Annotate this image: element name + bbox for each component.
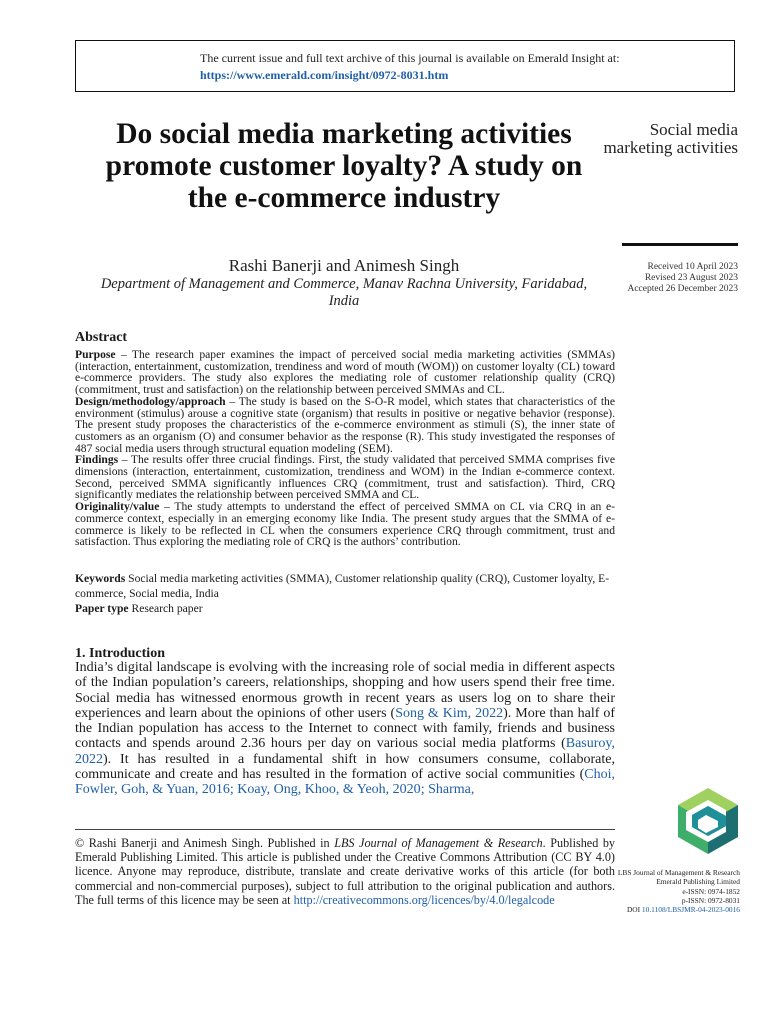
- citation-separator: ;: [229, 782, 238, 798]
- citation-link[interactable]: Choi, Fowler, Goh, & Yuan, 2016: [75, 767, 615, 798]
- date-revised: Revised 23 August 2023: [644, 273, 738, 283]
- license-footnote: [75, 836, 615, 907]
- findings-text: – The results offer three crucial findings. First, the study validated that perceived SMMA comprises five dimensions (interaction, entertainment, customization, trendiness and WOM) in the Indian e-commerce context. Second, perceived SMMA significantly influences CRQ (commitment, trust and satisfaction). Third, CRQ significantly mediates the relationship between perceived SMMA and CL.: [75, 453, 615, 502]
- section-heading-introduction: 1. Introduction: [75, 646, 165, 661]
- paper-type: [75, 602, 203, 615]
- paper-type-text: Research paper: [128, 602, 203, 615]
- introduction-paragraph: [75, 660, 615, 798]
- doi: [600, 905, 740, 914]
- citation-link[interactable]: Basuroy, 2022: [75, 736, 615, 767]
- pissn: p-ISSN: 0972-8031: [681, 895, 740, 905]
- keywords-label: Keywords: [75, 572, 126, 585]
- keywords: [75, 572, 615, 601]
- citation-link[interactable]: Koay, Ong, Khoo, & Yeoh, 2020: [237, 782, 421, 798]
- abstract-originality: [75, 501, 615, 548]
- footnote-rule: [75, 829, 615, 830]
- archive-notice-text: The current issue and full text archive of this journal is available on Emerald Insight at:: [200, 51, 620, 65]
- citation-link[interactable]: Sharma,: [428, 782, 475, 798]
- intro-text-3: ). It has resulted in a fundamental shift in how consumers consume, collaborate, communicate and create and has resulted in the formation of active social communities (: [75, 751, 615, 783]
- archive-notice-box: [75, 40, 735, 92]
- footnote-journal-name: LBS Journal of Management & Research: [334, 836, 543, 850]
- originality-text: – The study attempts to understand the effect of perceived SMMA on CL via CRQ in an e-commerce context, especially in an emerging economy like India. The present study argues that the SMMA of e-commerce is likely to be reflected in CL when the consumers experience CRQ through commitment, trust and satisfaction. Thus exploring the mediating role of CRQ is the authors’ contribution.: [75, 500, 615, 549]
- citation-separator: ;: [420, 782, 429, 798]
- findings-label: Findings: [75, 453, 119, 467]
- article-dates: [600, 262, 738, 295]
- emerald-publishing-logo-icon: [676, 786, 740, 856]
- footnote-text-2: . Published by Emerald Publishing Limited. This article is published under the Creative Commons Attribution (CC BY 4.0) licence. Anyone may reproduce, distribute, translate and create derivative works of this article (for both commercial and non-commercial purposes), subject to full attribution to the original publication and authors. The full terms of this licence may be seen at: [75, 836, 616, 907]
- abstract-purpose: [75, 349, 615, 396]
- intro-text-1: India’s digital landscape is evolving with the increasing role of social media in different aspects of the Indian population’s careers, relationships, shopping and how users spend their free time. Social media has witnessed enormous growth in recent years as users log on to share their experiences and learn about the opinions of other users (: [75, 660, 615, 721]
- article-authors: Rashi Banerji and Animesh Singh: [228, 256, 460, 275]
- doi-link[interactable]: 10.1108/LBSJMR-04-2023-0016: [641, 905, 740, 915]
- footnote-text-1: © Rashi Banerji and Animesh Singh. Published in: [75, 836, 335, 850]
- date-accepted: Accepted 26 December 2023: [627, 284, 738, 294]
- originality-label: Originality/value: [75, 500, 160, 514]
- abstract-body: [75, 349, 615, 548]
- eissn: e-ISSN: 0974-1852: [682, 886, 740, 896]
- date-received: Received 10 April 2023: [647, 262, 738, 272]
- publisher-name: Emerald Publishing Limited: [656, 877, 740, 887]
- abstract-findings: [75, 454, 615, 501]
- author-affiliation: Department of Management and Commerce, Manav Rachna University, Faridabad, India: [100, 276, 588, 309]
- license-url-link[interactable]: http://creativecommons.org/licences/by/4.0/legalcode: [293, 892, 555, 907]
- running-head-rule: [622, 243, 738, 246]
- journal-info: [600, 868, 740, 914]
- archive-url-link[interactable]: https://www.emerald.com/insight/0972-8031.htm: [200, 68, 449, 82]
- keywords-text: Social media marketing activities (SMMA), Customer relationship quality (CRQ), Customer loyalty, E-commerce, Social media, India: [75, 572, 610, 600]
- running-head: Social media marketing activities: [603, 120, 738, 157]
- purpose-label: Purpose: [75, 348, 116, 361]
- abstract-heading: Abstract: [75, 330, 128, 345]
- design-text: – The study is based on the S-O-R model, which states that characteristics of the environment (stimulus) arouse a cognitive state (organism) that results in positive or negative behavior (response). The present study proposes the characteristics of the e-commerce environment as stimuli (S), the inner state of customers as an organism (O) and consumer behavior as the response (R). This study investigated the responses of 487 social media users through structural equation modeling (SEM).: [75, 394, 615, 455]
- citation-link[interactable]: Song & Kim, 2022: [395, 705, 504, 721]
- doi-label: DOI: [626, 905, 642, 915]
- design-label: Design/methodology/approach: [75, 394, 226, 408]
- journal-name: LBS Journal of Management & Research: [617, 868, 740, 877]
- paper-type-label: Paper type: [75, 602, 129, 615]
- purpose-text: – The research paper examines the impact of perceived social media marketing activities (SMMAs) (interaction, entertainment, customization, trendiness and word of mouth (WOM)) on customer loyalty (CL) toward e-commerce providers. The study also explores the mediating role of customer relationship quality (CRQ) (commitment, trust and satisfaction) on the relationship between perceived SMMAs and CL.: [75, 348, 615, 397]
- abstract-design: [75, 396, 615, 455]
- article-title: Do social media marketing activities promote customer loyalty? A study on the e-commerce industry: [105, 118, 583, 214]
- intro-text-2: ). More than half of the Indian population has access to the Internet to connect with family, friends and business contacts and spends around 2.36 hours per day on various social media platforms (: [75, 705, 615, 752]
